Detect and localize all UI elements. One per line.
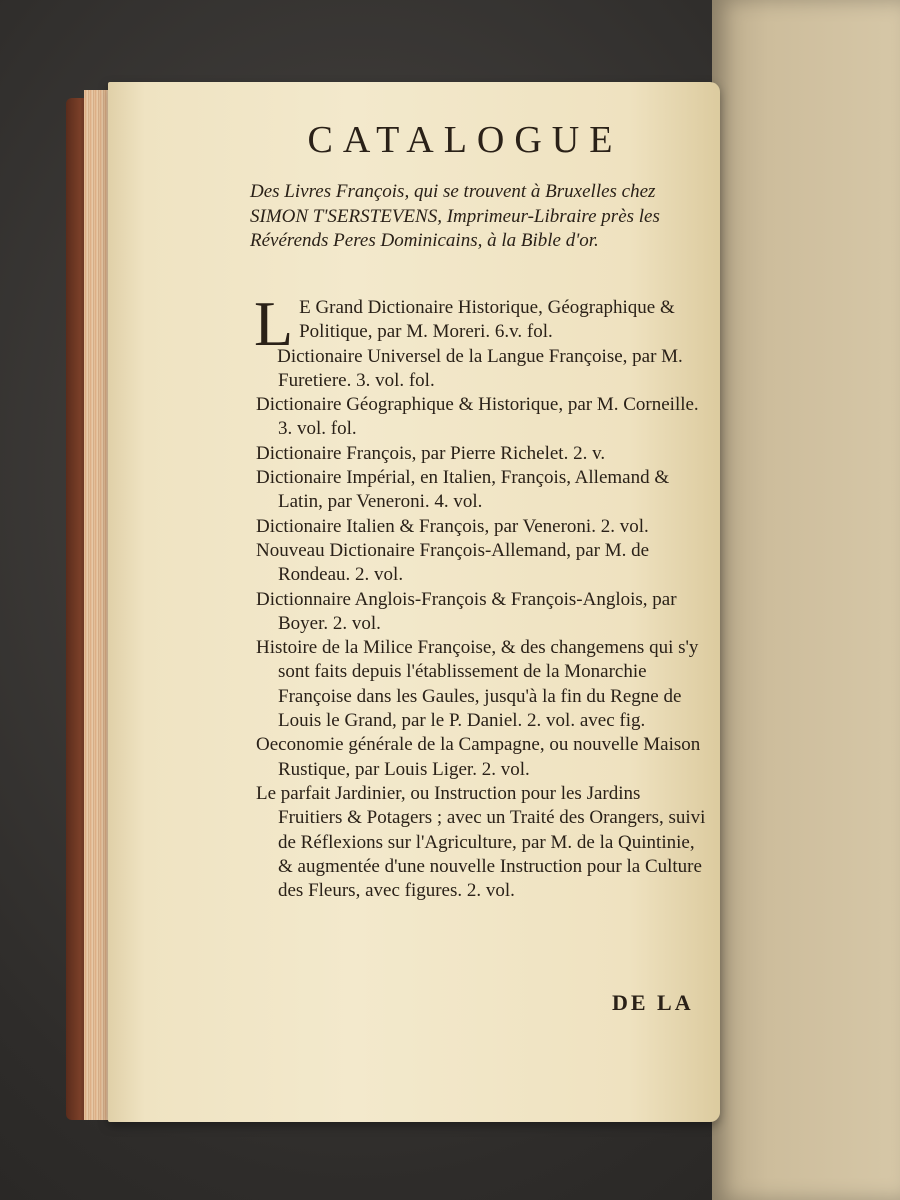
catalogue-entry: Histoire de la Milice Françoise, & des changemens qui s'y sont faits depuis l'établissement de la Monarchie Françoise dans les Gaules, jusqu'à la fin du Regne de Louis le Grand, par le P. Daniel. 2. vol. avec fig. <box>256 637 699 732</box>
catalogue-entry: Dictionaire Impérial, en Italien, François, Allemand & Latin, par Veneroni. 4. vol. <box>256 467 670 513</box>
catalogue-entry: Le parfait Jardinier, ou Instruction pour les Jardins Fruitiers & Potagers ; avec un Traité des Orangers, suivi de Réflexions sur l'Agriculture, par M. de la Quintinie, & augmentée d'une nouvelle Instruction pour la Culture des Fleurs, avec figures. 2. vol. <box>256 782 706 902</box>
catalogue-entry: Dictionaire François, par Pierre Richelet. 2. v. <box>256 442 606 464</box>
page-subtitle: Des Livres François, qui se trouvent à Bruxelles chez SIMON T'SERSTEVENS, Imprimeur-Libraire près les Révérends Peres Dominicains, à la Bible d'or. <box>250 181 660 251</box>
facing-page <box>712 0 900 1200</box>
catalogue-entry: Oeconomie générale de la Campagne, ou nouvelle Maison Rustique, par Louis Liger. 2. vol. <box>256 734 701 780</box>
catalogue-entry: Dictionaire Italien & François, par Veneroni. 2. vol. <box>256 515 649 537</box>
page-title: CATALOGUE <box>307 119 623 161</box>
drop-cap: L <box>254 288 294 359</box>
catalogue-entry: Dictionaire Universel de la Langue Françoise, par M. Furetiere. 3. vol. fol. <box>277 345 683 391</box>
catalogue-entry: Dictionnaire Anglois-François & François-Anglois, par Boyer. 2. vol. <box>256 588 677 634</box>
catalogue-entries <box>254 288 708 903</box>
catchword: DE LA <box>612 990 694 1015</box>
catalogue-entry: Dictionaire Géographique & Historique, par M. Corneille. 3. vol. fol. <box>256 394 699 440</box>
catalogue-entry: Nouveau Dictionaire François-Allemand, par M. de Rondeau. 2. vol. <box>256 539 650 586</box>
catalogue-entry: L E Grand Dictionaire Historique, Géographique & Politique, par M. Moreri. 6.v. fol. <box>254 288 675 359</box>
